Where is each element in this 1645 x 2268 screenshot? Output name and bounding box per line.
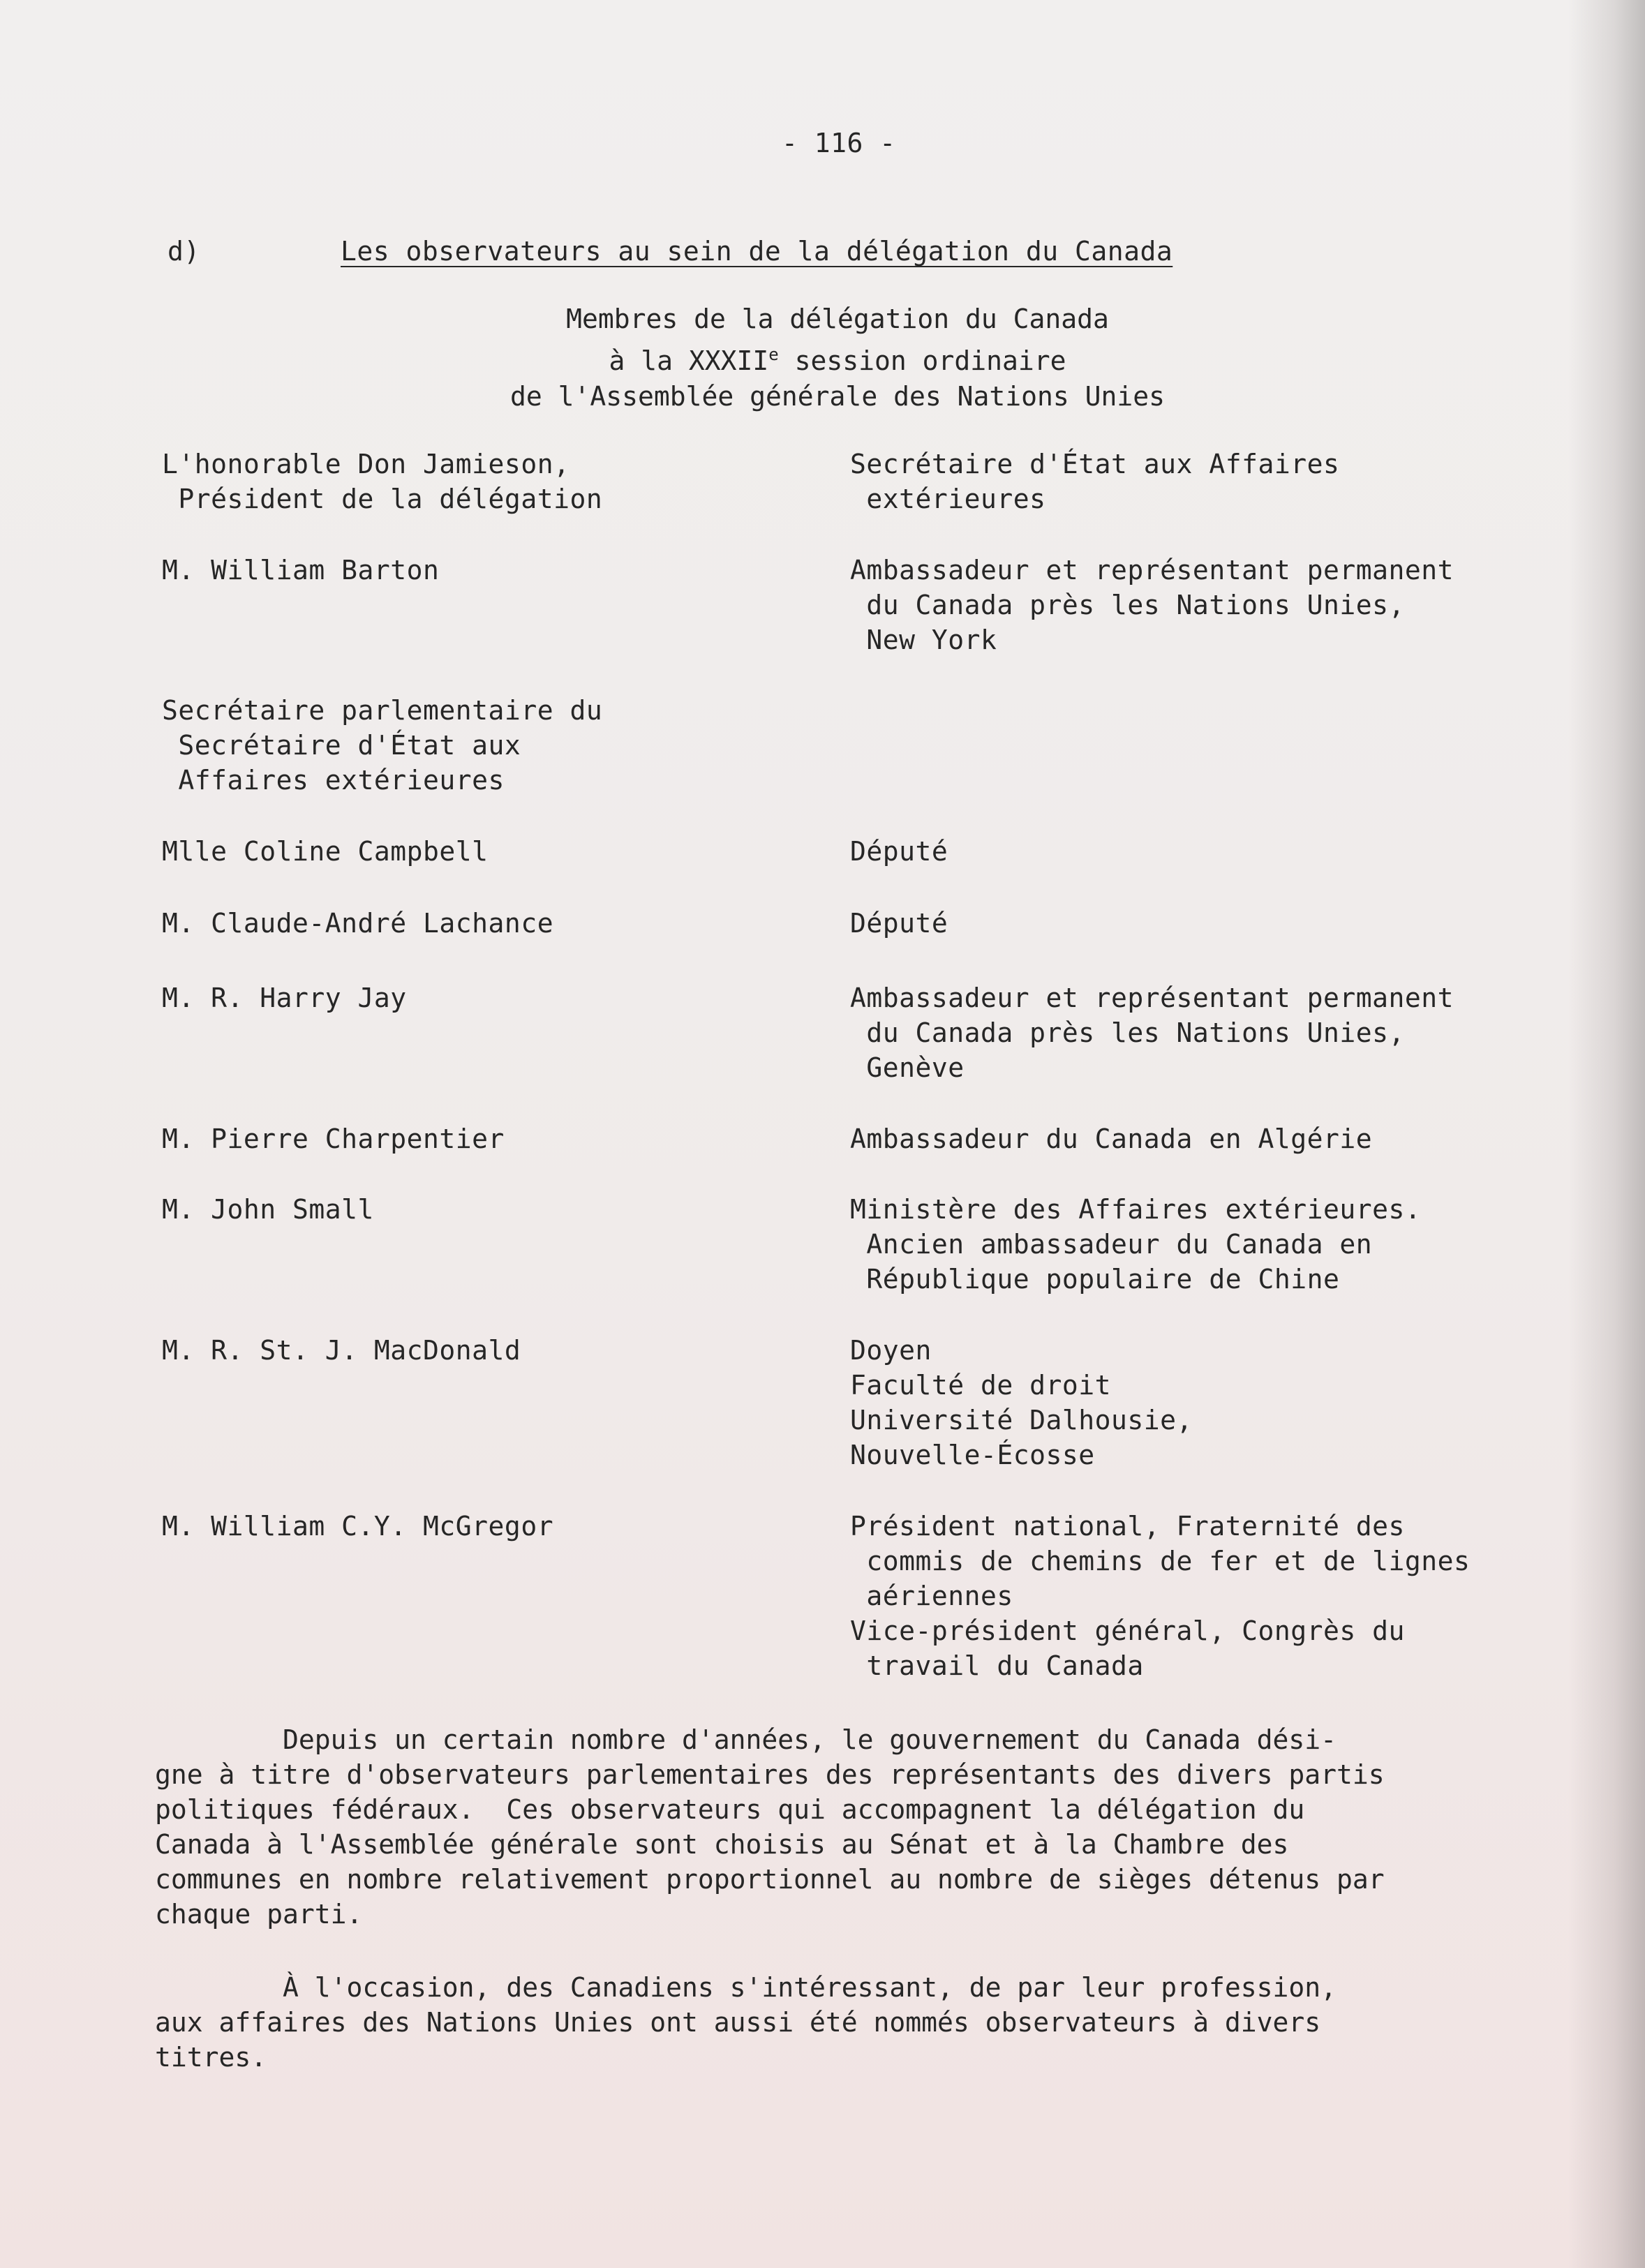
- member-role: Ministère des Affaires extérieures. Ancien ambassadeur du Canada en République populaire de Chine: [850, 1194, 1422, 1295]
- delegation-heading: [391, 301, 1284, 415]
- member-role: Secrétaire d'État aux Affaires extérieures: [850, 449, 1340, 514]
- member-role: Ambassadeur du Canada en Algérie: [850, 1124, 1373, 1154]
- member-name: M. R. St. J. MacDonald: [162, 1335, 521, 1366]
- member-name: M. John Small: [162, 1194, 374, 1225]
- member-name: M. R. Harry Jay: [162, 983, 407, 1013]
- member-name: L'honorable Don Jamieson, Président de la délégation: [162, 449, 603, 514]
- member-name: Secrétaire parlementaire du Secrétaire d'État aux Affaires extérieures: [162, 695, 603, 796]
- heading-line-1: Membres de la délégation du Canada: [566, 304, 1109, 334]
- superscript-e: e: [768, 345, 779, 364]
- paragraph-occasion: À l'occasion, des Canadiens s'intéressant, de par leur profession, aux affaires des Nations Unies ont aussi été nommés observateurs à divers titres.: [155, 1972, 1337, 2073]
- member-role: Ambassadeur et représentant permanent du Canada près les Nations Unies, New York: [850, 555, 1454, 655]
- member-name: Mlle Coline Campbell: [162, 836, 489, 867]
- member-role: Ambassadeur et représentant permanent du Canada près les Nations Unies, Genève: [850, 983, 1454, 1083]
- paragraph-observers: Depuis un certain nombre d'années, le gouvernement du Canada dési- gne à titre d'observateurs parlementaires des représentants des divers partis politiques fédéraux. Ces observateurs qui accompagnent la délégation du Canada à l'Assemblée générale sont choisis au Sénat et à la Chambre des communes en nombre relativement proportionnel au nombre de sièges détenus par chaque parti.: [155, 1724, 1385, 1930]
- member-name: M. Pierre Charpentier: [162, 1124, 505, 1154]
- member-role: Président national, Fraternité des commis de chemins de fer et de lignes aériennes Vice-président général, Congrès du travail du Canada: [850, 1511, 1471, 1681]
- member-role: Député: [850, 908, 948, 939]
- page-number: - 116 -: [782, 128, 896, 158]
- heading-line-3: de l'Assemblée générale des Nations Unies: [510, 381, 1165, 412]
- section-title: Les observateurs au sein de la délégation du Canada: [341, 236, 1173, 267]
- member-role: Député: [850, 836, 948, 867]
- member-name: M. William Barton: [162, 555, 440, 585]
- section-letter: d): [168, 236, 200, 267]
- member-name: M. Claude-André Lachance: [162, 908, 554, 939]
- page-edge-shadow: [1568, 0, 1645, 2268]
- member-name: M. William C.Y. McGregor: [162, 1511, 554, 1542]
- heading-line-2: à la XXXIIe session ordinaire: [609, 345, 1066, 376]
- member-role: Doyen Faculté de droit Université Dalhousie, Nouvelle-Écosse: [850, 1335, 1193, 1470]
